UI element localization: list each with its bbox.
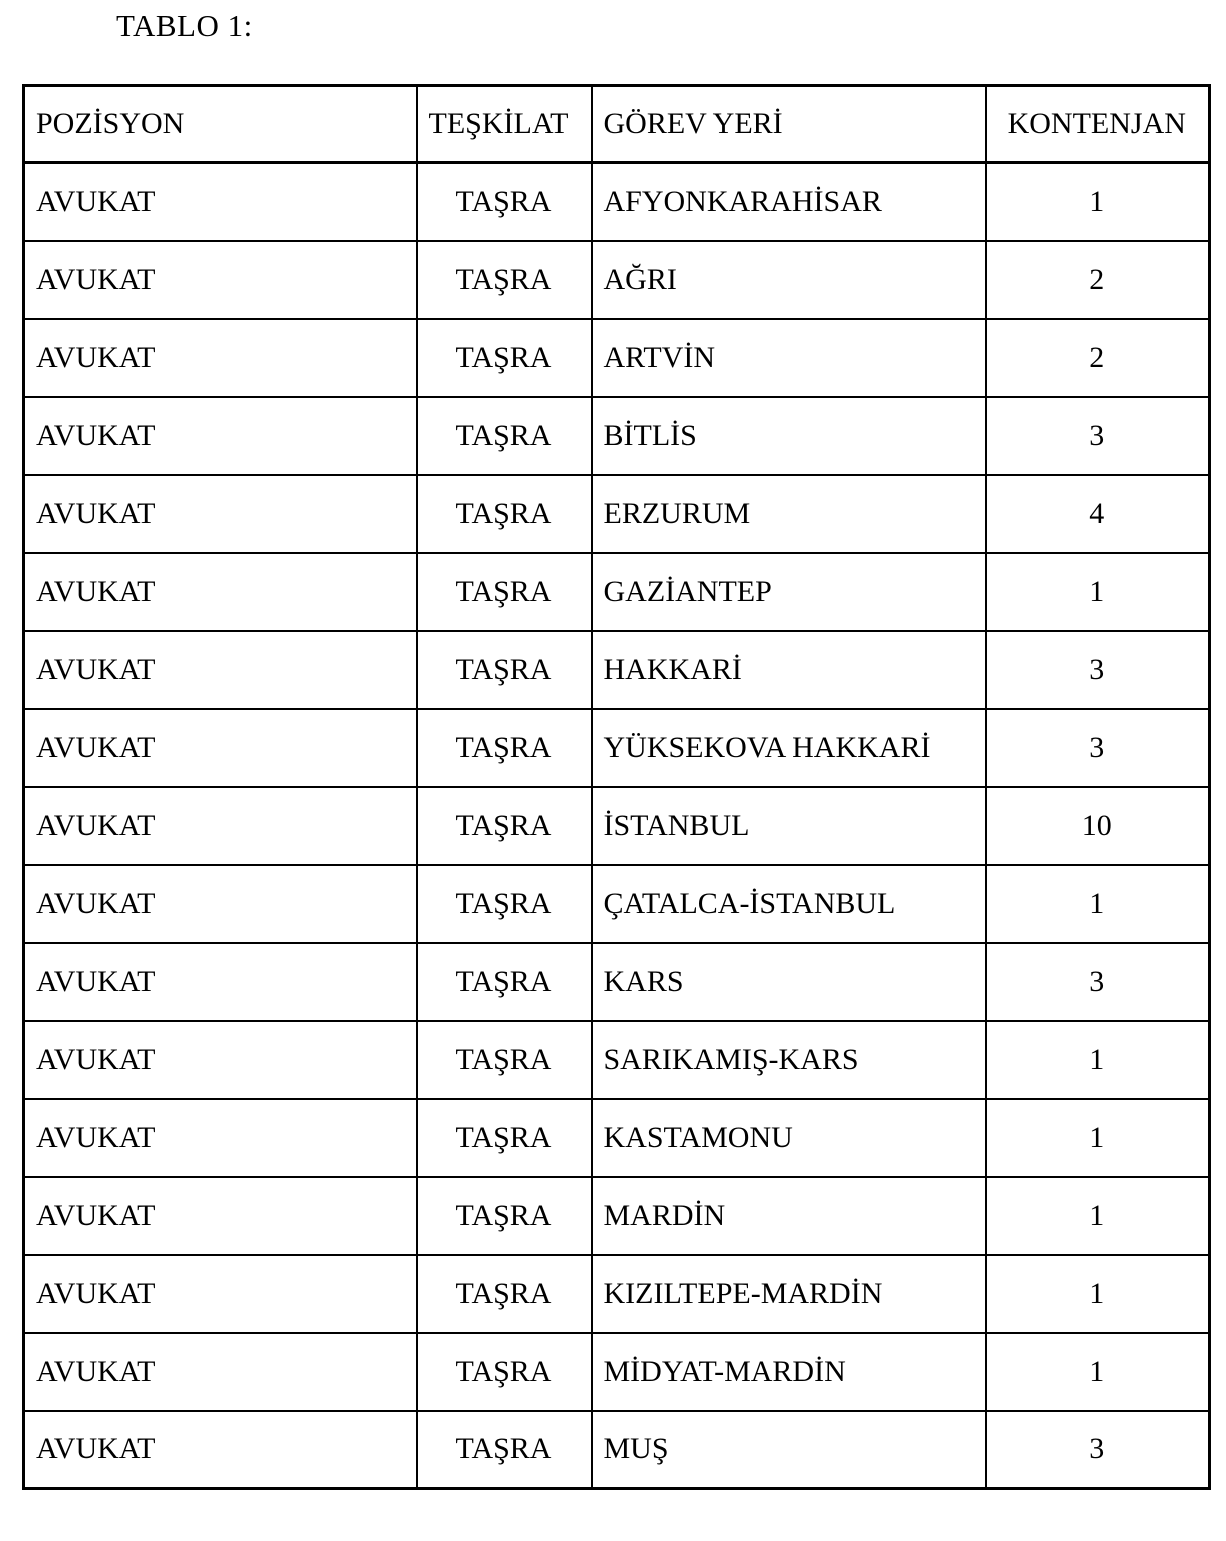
cell-pozisyon: AVUKAT — [24, 787, 417, 865]
cell-kontenjan: 3 — [986, 1411, 1210, 1489]
cell-gorev-yeri: KASTAMONU — [592, 1099, 986, 1177]
cell-pozisyon: AVUKAT — [24, 1411, 417, 1489]
cell-pozisyon: AVUKAT — [24, 631, 417, 709]
cell-pozisyon: AVUKAT — [24, 397, 417, 475]
cell-gorev-yeri: AĞRI — [592, 241, 986, 319]
cell-pozisyon: AVUKAT — [24, 163, 417, 241]
cell-teskilat: TAŞRA — [417, 709, 592, 787]
cell-gorev-yeri: ÇATALCA-İSTANBUL — [592, 865, 986, 943]
cell-gorev-yeri: MUŞ — [592, 1411, 986, 1489]
cell-pozisyon: AVUKAT — [24, 709, 417, 787]
cell-kontenjan: 1 — [986, 163, 1210, 241]
cell-kontenjan: 4 — [986, 475, 1210, 553]
cell-gorev-yeri: SARIKAMIŞ-KARS — [592, 1021, 986, 1099]
quota-table — [22, 84, 1211, 1490]
table-row — [24, 1021, 1210, 1099]
table-row — [24, 631, 1210, 709]
cell-teskilat: TAŞRA — [417, 631, 592, 709]
table-row — [24, 943, 1210, 1021]
column-header-gorev-yeri: GÖREV YERİ — [592, 86, 986, 163]
table-row — [24, 787, 1210, 865]
cell-kontenjan: 1 — [986, 1099, 1210, 1177]
cell-teskilat: TAŞRA — [417, 1099, 592, 1177]
cell-kontenjan: 2 — [986, 319, 1210, 397]
cell-teskilat: TAŞRA — [417, 163, 592, 241]
cell-gorev-yeri: GAZİANTEP — [592, 553, 986, 631]
cell-teskilat: TAŞRA — [417, 1021, 592, 1099]
header-row — [24, 86, 1210, 163]
cell-pozisyon: AVUKAT — [24, 1099, 417, 1177]
cell-kontenjan: 10 — [986, 787, 1210, 865]
cell-pozisyon: AVUKAT — [24, 553, 417, 631]
cell-kontenjan: 1 — [986, 1021, 1210, 1099]
cell-pozisyon: AVUKAT — [24, 319, 417, 397]
cell-pozisyon: AVUKAT — [24, 1177, 417, 1255]
cell-kontenjan: 1 — [986, 865, 1210, 943]
cell-teskilat: TAŞRA — [417, 1177, 592, 1255]
table-row — [24, 241, 1210, 319]
table-row — [24, 1255, 1210, 1333]
cell-gorev-yeri: MİDYAT-MARDİN — [592, 1333, 986, 1411]
cell-pozisyon: AVUKAT — [24, 1255, 417, 1333]
cell-pozisyon: AVUKAT — [24, 1021, 417, 1099]
table-row — [24, 475, 1210, 553]
cell-gorev-yeri: BİTLİS — [592, 397, 986, 475]
cell-gorev-yeri: ERZURUM — [592, 475, 986, 553]
cell-teskilat: TAŞRA — [417, 787, 592, 865]
cell-pozisyon: AVUKAT — [24, 241, 417, 319]
cell-teskilat: TAŞRA — [417, 319, 592, 397]
cell-pozisyon: AVUKAT — [24, 865, 417, 943]
table-row — [24, 1333, 1210, 1411]
cell-gorev-yeri: ARTVİN — [592, 319, 986, 397]
cell-teskilat: TAŞRA — [417, 241, 592, 319]
table-row — [24, 709, 1210, 787]
column-header-pozisyon: POZİSYON — [24, 86, 417, 163]
column-header-kontenjan: KONTENJAN — [986, 86, 1210, 163]
cell-kontenjan: 1 — [986, 1333, 1210, 1411]
cell-teskilat: TAŞRA — [417, 943, 592, 1021]
cell-teskilat: TAŞRA — [417, 397, 592, 475]
cell-teskilat: TAŞRA — [417, 475, 592, 553]
cell-kontenjan: 3 — [986, 709, 1210, 787]
cell-pozisyon: AVUKAT — [24, 1333, 417, 1411]
cell-kontenjan: 3 — [986, 397, 1210, 475]
cell-kontenjan: 1 — [986, 553, 1210, 631]
table-row — [24, 397, 1210, 475]
cell-pozisyon: AVUKAT — [24, 475, 417, 553]
cell-kontenjan: 1 — [986, 1255, 1210, 1333]
cell-pozisyon: AVUKAT — [24, 943, 417, 1021]
table-body — [24, 163, 1210, 1489]
cell-teskilat: TAŞRA — [417, 1255, 592, 1333]
table-row — [24, 319, 1210, 397]
table-row — [24, 1099, 1210, 1177]
cell-teskilat: TAŞRA — [417, 865, 592, 943]
cell-kontenjan: 2 — [986, 241, 1210, 319]
table-row — [24, 1411, 1210, 1489]
table-row — [24, 553, 1210, 631]
page-title: TABLO 1: — [116, 8, 253, 43]
cell-gorev-yeri: KARS — [592, 943, 986, 1021]
cell-gorev-yeri: AFYONKARAHİSAR — [592, 163, 986, 241]
table-row — [24, 1177, 1210, 1255]
cell-teskilat: TAŞRA — [417, 1333, 592, 1411]
cell-gorev-yeri: MARDİN — [592, 1177, 986, 1255]
column-header-teskilat: TEŞKİLAT — [417, 86, 592, 163]
cell-gorev-yeri: HAKKARİ — [592, 631, 986, 709]
cell-gorev-yeri: YÜKSEKOVA HAKKARİ — [592, 709, 986, 787]
cell-kontenjan: 1 — [986, 1177, 1210, 1255]
cell-gorev-yeri: KIZILTEPE-MARDİN — [592, 1255, 986, 1333]
cell-kontenjan: 3 — [986, 631, 1210, 709]
cell-teskilat: TAŞRA — [417, 553, 592, 631]
cell-teskilat: TAŞRA — [417, 1411, 592, 1489]
table-row — [24, 865, 1210, 943]
cell-kontenjan: 3 — [986, 943, 1210, 1021]
cell-gorev-yeri: İSTANBUL — [592, 787, 986, 865]
table-row — [24, 163, 1210, 241]
